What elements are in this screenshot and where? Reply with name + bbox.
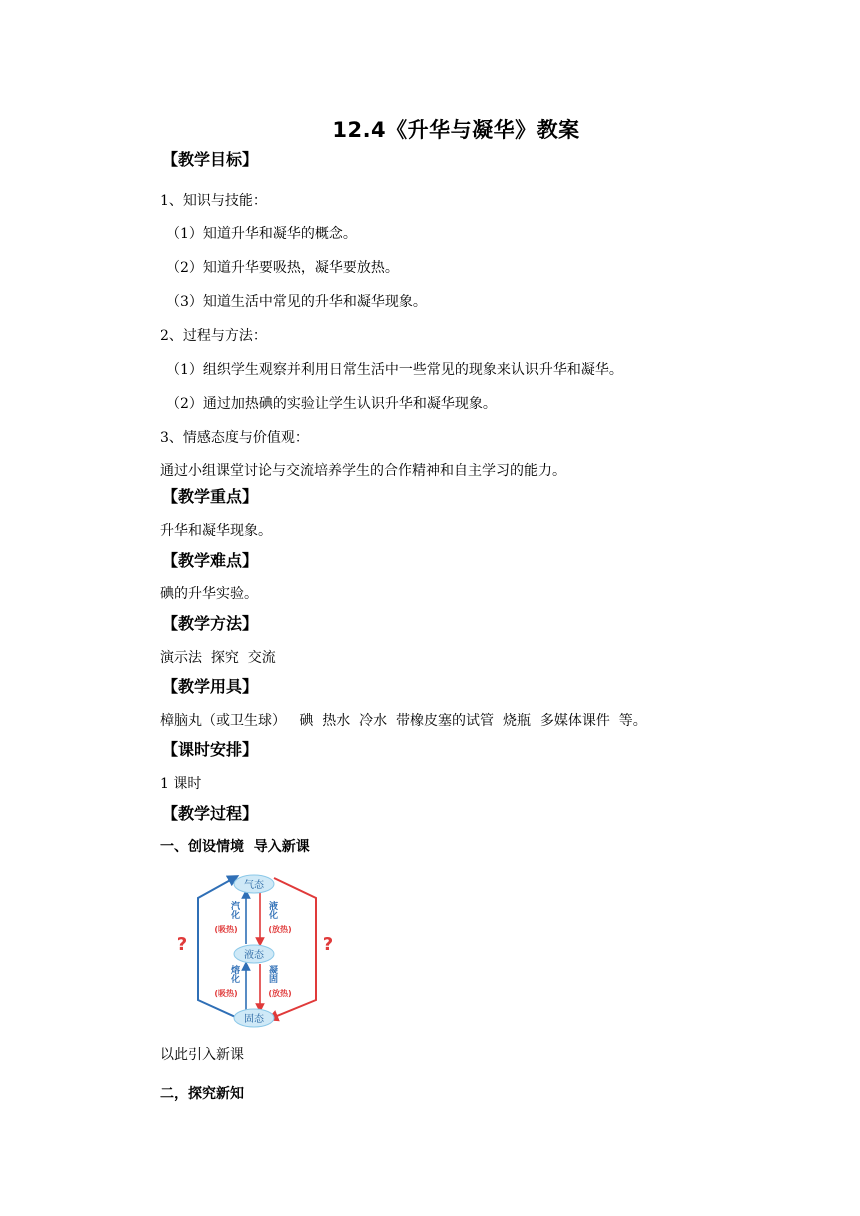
melt-note: (吸热) [214, 989, 238, 998]
objective-k1: （1）知道升华和凝华的概念。 [166, 226, 357, 242]
objective-knowledge: 1、知识与技能： [160, 193, 267, 209]
liquefy-note: (放热) [268, 925, 292, 934]
heading-tools: 【教学用具】 [162, 677, 259, 696]
heading-difficulties: 【教学难点】 [162, 551, 259, 570]
liquefy-label: 液化 [267, 901, 277, 919]
objective-emotion: 3、情感态度与价值观： [160, 430, 309, 446]
melt-label: 熔化 [229, 965, 239, 983]
heading-schedule: 【课时安排】 [162, 740, 259, 759]
objective-p2: （2）通过加热碘的实验让学生认识升华和凝华现象。 [166, 396, 497, 412]
objective-e1: 通过小组课堂讨论与交流培养学生的合作精神和自主学习的能力。 [160, 463, 566, 479]
heading-process: 【教学过程】 [162, 804, 259, 823]
question-mark-right: ? [322, 934, 334, 955]
objective-k3: （3）知道生活中常见的升华和凝华现象。 [166, 294, 427, 310]
tools-text: 樟脑丸（或卫生球） 碘 热水 冷水 带橡皮塞的试管 烧瓶 多媒体课件 等。 [160, 713, 647, 729]
vaporize-note: (吸热) [214, 925, 238, 934]
section-1-title: 一、创设情境 导入新课 [160, 839, 310, 855]
solid-label: 固态 [244, 1014, 264, 1025]
heading-objectives: 【教学目标】 [162, 150, 259, 169]
heading-methods: 【教学方法】 [162, 614, 259, 633]
objective-process: 2、过程与方法： [160, 328, 267, 344]
key-points-text: 升华和凝华现象。 [160, 523, 272, 539]
solidify-note: (放热) [268, 989, 292, 998]
solidify-label: 凝固 [267, 965, 277, 983]
section-2-title: 二，探究新知 [160, 1086, 244, 1102]
question-mark-left: ? [176, 934, 188, 955]
heading-key-points: 【教学重点】 [162, 487, 259, 506]
liquid-label: 液态 [244, 950, 264, 961]
document-title: 12.4《升华与凝华》教案 [332, 118, 580, 142]
intro-text: 以此引入新课 [160, 1047, 244, 1063]
gas-label: 气态 [244, 880, 264, 891]
objective-k2: （2）知道升华要吸热，凝华要放热。 [166, 260, 399, 276]
objective-p1: （1）组织学生观察并利用日常生活中一些常见的现象来认识升华和凝华。 [166, 362, 623, 378]
schedule-text: 1 课时 [160, 776, 202, 792]
sublimation-arrow [198, 878, 242, 1020]
vaporize-label: 汽化 [229, 901, 239, 919]
methods-text: 演示法 探究 交流 [160, 650, 276, 666]
states-of-matter-diagram [170, 868, 340, 1032]
difficulties-text: 碘的升华实验。 [160, 586, 258, 602]
